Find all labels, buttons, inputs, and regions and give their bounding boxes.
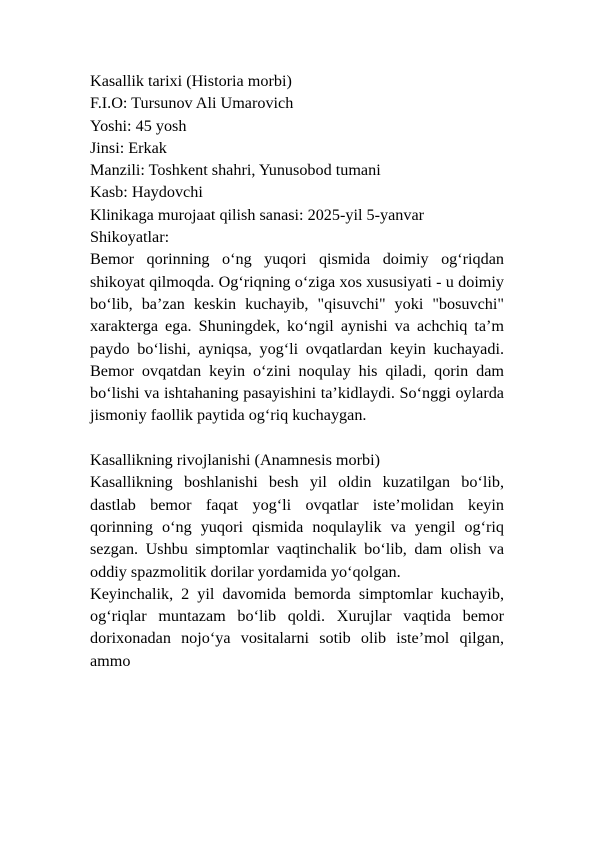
field-value: 2025-yil 5-yanvar bbox=[307, 205, 425, 224]
field-value: Haydovchi bbox=[131, 183, 203, 202]
complaints-heading: Shikoyatlar: bbox=[90, 228, 170, 247]
field-label: Yoshi: bbox=[90, 116, 132, 135]
field-value: 45 yosh bbox=[135, 116, 187, 135]
field-value: Erkak bbox=[128, 138, 167, 157]
field-fio bbox=[90, 92, 504, 114]
field-label: Klinikaga murojaat qilish sanasi: bbox=[90, 205, 304, 224]
field-age bbox=[90, 115, 504, 137]
field-sex bbox=[90, 137, 504, 159]
section-spacer bbox=[90, 427, 504, 449]
field-visit-date bbox=[90, 204, 504, 226]
field-label: Jinsi: bbox=[90, 138, 125, 157]
field-value: Tursunov Ali Umarovich bbox=[131, 94, 294, 113]
anamnesis-heading: Kasallikning rivojlanishi (Anamnesis morbi) bbox=[90, 451, 380, 470]
field-value: Toshkent shahri, Yunusobod tumani bbox=[148, 161, 381, 180]
field-address bbox=[90, 159, 504, 181]
field-label: Kasb: bbox=[90, 183, 128, 202]
complaints-paragraph: Bemor qorinning o‘ng yuqori qismida doimiy og‘riqdan shikoyat qilmoqda. Og‘riqning o‘ziga xos xususiyati - u doimiy bo‘lib, ba’zan keskin kuchayib, "qisuvchi" yoki "bosuvchi" xarakterga ega. Shuningdek, ko‘ngil aynishi va achchiq ta’m paydo bo‘lishi, ayniqsa, yog‘li ovqatlardan keyin kuchayadi. Bemor ovqatdan keyin o‘zini noqulay his qiladi, qorin dam bo‘lishi va ishtahaning pasayishini ta’kidlaydi. So‘nggi oylarda jismoniy faollik paytida og‘riq kuchaygan. bbox=[90, 250, 504, 425]
document-page bbox=[90, 70, 504, 672]
field-label: F.I.O: bbox=[90, 94, 128, 113]
anamnesis-paragraph-2: Keyinchalik, 2 yil davomida bemorda simptomlar kuchayib, og‘riqlar muntazam bo‘lib qoldi. Xurujlar vaqtida bemor dorixonadan nojo‘ya vositalarni sotib olib iste’mol qilgan, ammo bbox=[90, 584, 504, 670]
document-title: Kasallik tarixi (Historia morbi) bbox=[90, 72, 292, 90]
field-occupation bbox=[90, 181, 504, 203]
anamnesis-paragraph-1: Kasallikning boshlanishi besh yil oldin kuzatilgan bo‘lib, dastlab bemor faqat yog‘li ovqatlar iste’molidan keyin qorinning o‘ng yuqori qismida noqulaylik va yengil og‘riq sezgan. Ushbu simptomlar vaqtinchalik bo‘lib, dam olish va oddiy spazmolitik dorilar yordamida yo‘qolgan. bbox=[90, 473, 504, 581]
field-label: Manzili: bbox=[90, 161, 145, 180]
